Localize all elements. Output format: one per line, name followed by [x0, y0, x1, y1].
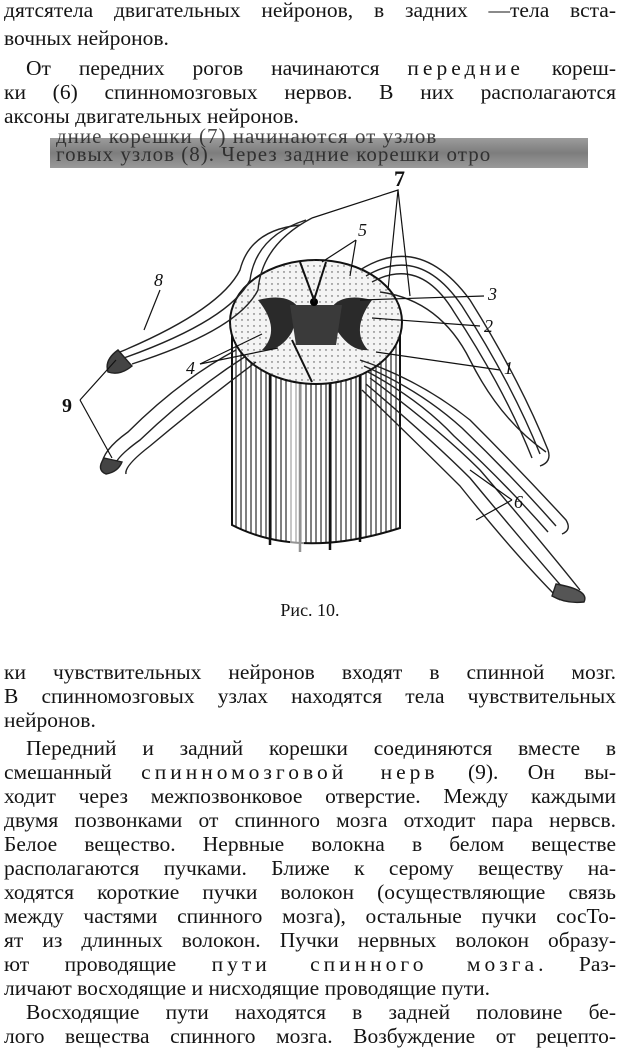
- text-run: (9). Он вы-: [438, 760, 616, 784]
- text-run: ют проводящие: [4, 952, 212, 976]
- text-line-10: [4, 760, 616, 784]
- label-7: 7: [394, 166, 405, 191]
- text-line-12: двумя позвонками от спинного мозга отходит пара нервсв.: [4, 808, 616, 832]
- text-line-2: вочных нейронов.: [4, 26, 169, 50]
- label-1: 1: [504, 358, 513, 378]
- figure-caption: Рис. 10.: [280, 600, 340, 620]
- text-run: смешанный: [4, 760, 142, 784]
- text-line-1: дятсятела двигательных нейронов, в задних —тела вста-: [4, 0, 616, 22]
- text-line-16: между частями спинного мозга), остальные пучки сосТо-: [4, 904, 616, 928]
- text-line-5: аксоны двигательных нейронов.: [4, 104, 299, 128]
- text-line-19: личают восходящие и нисходящие проводящие пути.: [4, 976, 491, 1000]
- text-line-7: В спинномозговых узлах находятся тела чувствительных: [4, 684, 616, 708]
- text-run: . Раз-: [538, 952, 617, 976]
- spaced-term: пути спинного мозга: [211, 952, 539, 976]
- text-line-15: ходятся короткие пучки волокон (осуществляющие связь: [4, 880, 616, 904]
- spinal-cord-illustration: [0, 132, 620, 602]
- label-9: 9: [62, 395, 72, 417]
- text-line-21: лого вещества спинного мозга. Возбуждение от рецепто-: [4, 1024, 616, 1048]
- label-4: 4: [186, 358, 195, 378]
- text-line-17: ят из длинных волокон. Пучки нервных волокон образу-: [4, 928, 616, 952]
- text-run: кореш-: [523, 56, 616, 80]
- text-line-13: Белое вещество. Нервные волокна в белом веществе: [4, 832, 616, 856]
- text-line-6: ки чувствительных нейронов входят в спинной мозг.: [4, 660, 616, 684]
- text-run: От передних рогов начинаются: [26, 56, 408, 80]
- label-2: 2: [484, 316, 493, 336]
- text-line-14: располагаются пучками. Ближе к серому веществу на-: [4, 856, 616, 880]
- text-line-20: Восходящие пути находятся в задней половине бе-: [26, 1000, 616, 1024]
- label-8: 8: [154, 270, 163, 290]
- text-line-3: [26, 56, 616, 80]
- text-line-18: [4, 952, 616, 976]
- label-6: 6: [514, 492, 523, 512]
- text-line-11: ходит через межпозвонковое отверстие. Между каждыми: [4, 784, 616, 808]
- text-line-9: Передний и задний корешки соединяются вместе в: [26, 736, 616, 760]
- label-3: 3: [488, 284, 497, 304]
- scan-line-cut: дние корешки (7) начинаются от узлов: [56, 124, 438, 148]
- spaced-term: спинномозговой нерв: [141, 760, 439, 784]
- text-line-4: ки (6) спинномозговых нервов. В них располагаются: [4, 80, 616, 104]
- spaced-term: передние: [407, 56, 524, 80]
- scan-line: говых узлов (8). Через задние корешки отро: [56, 142, 492, 166]
- text-line-8: нейронов.: [4, 708, 96, 732]
- label-5: 5: [358, 220, 367, 240]
